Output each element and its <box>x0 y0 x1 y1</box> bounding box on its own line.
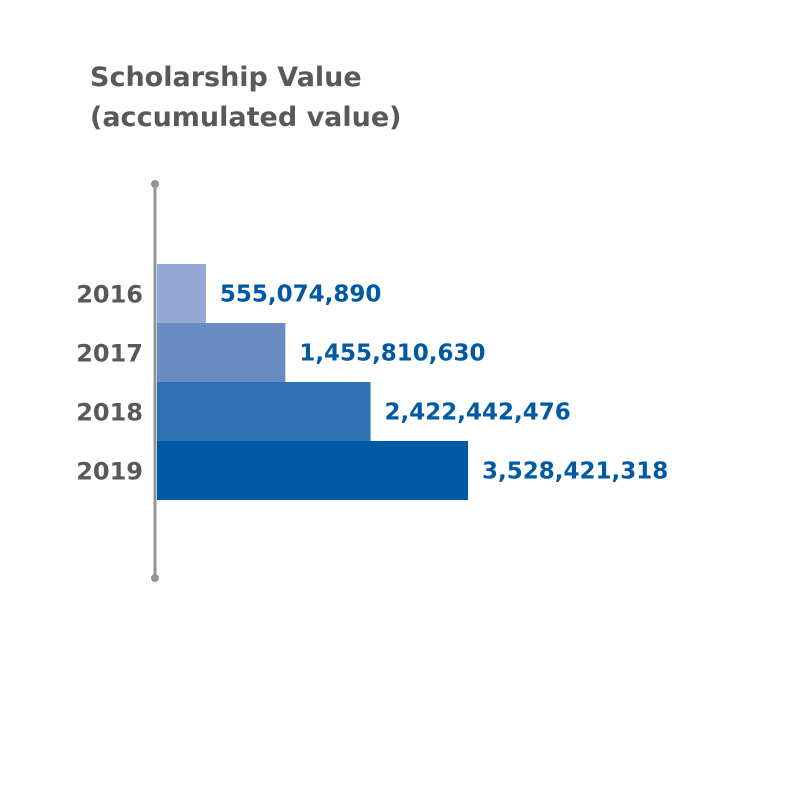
value-label-2017: 1,455,810,630 <box>299 340 486 367</box>
bar-2018 <box>157 382 371 441</box>
chart-title-line-1: Scholarship Value <box>90 62 362 93</box>
bar-2016 <box>157 264 206 323</box>
value-label-2019: 3,528,421,318 <box>482 458 669 485</box>
category-label-2019: 2019 <box>76 457 143 486</box>
axis-cap-bottom <box>151 574 159 582</box>
category-label-2017: 2017 <box>76 339 143 368</box>
value-label-2018: 2,422,442,476 <box>384 399 571 426</box>
axis-cap-top <box>151 180 159 188</box>
value-label-2016: 555,074,890 <box>219 281 382 308</box>
bar-2019 <box>157 441 468 500</box>
chart-title-line-2: (accumulated value) <box>90 102 402 133</box>
category-label-2018: 2018 <box>76 398 143 427</box>
category-label-2016: 2016 <box>76 280 143 309</box>
bar-2017 <box>157 323 285 382</box>
